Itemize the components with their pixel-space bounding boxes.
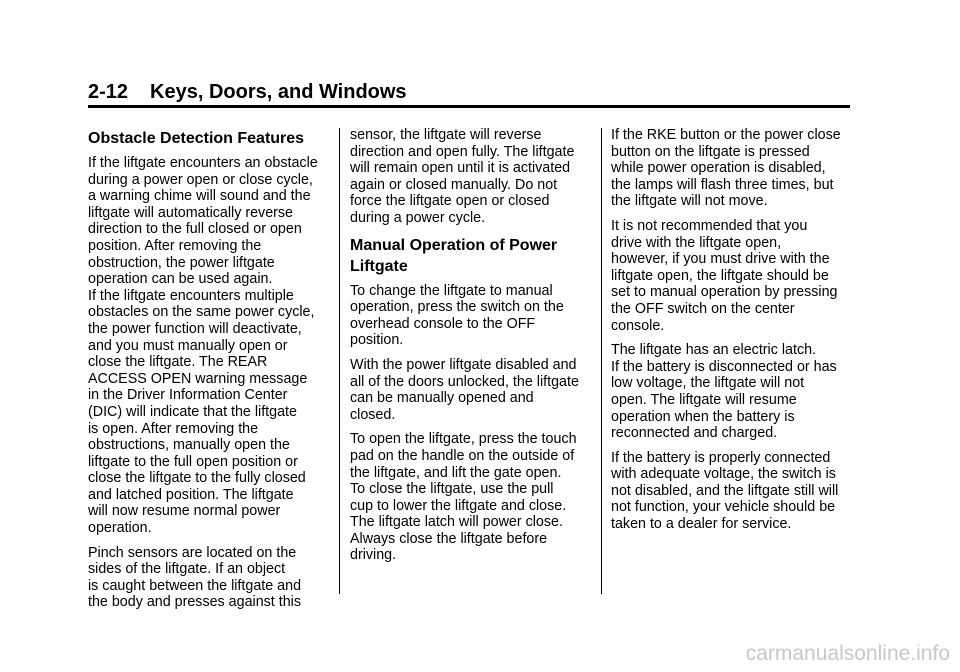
- close-liftgate-paragraph: To close the liftgate, use the pull cup to lower the liftgate and close. The liftgate latch will power close. Always close the liftgate before driving.: [350, 481, 567, 564]
- column-divider-1: [339, 128, 340, 594]
- sensor-continuation-paragraph: sensor, the liftgate will reverse direction and open fully. The liftgate will remain open until it is activated again or closed manually. Do not force the liftgate open or closed during a power cycle.: [350, 127, 575, 226]
- dealer-service-paragraph: If the battery is properly connected with adequate voltage, the switch is not disabled, and the liftgate still will not function, your vehicle should be taken to a dealer for service.: [611, 449, 839, 533]
- page-header: [88, 81, 407, 104]
- section-title: Keys, Doors, and Windows: [150, 81, 407, 103]
- driving-open-paragraph: It is not recommended that you drive with the liftgate open, however, if you must drive with the liftgate open, the liftgate should be set to manual operation by pressing the OFF switch on the center console.: [611, 217, 838, 334]
- manual-operation-paragraph-1: To change the liftgate to manual operation, press the switch on the overhead console to the OFF position.: [350, 282, 564, 349]
- pinch-sensor-paragraph: Pinch sensors are located on the sides of the liftgate. If an object is caught between the liftgate and the body and presses against this: [88, 544, 302, 611]
- column-1: [88, 128, 330, 619]
- obstacle-paragraph-2: If the liftgate encounters multiple obstacles on the same power cycle, the power function will deactivate, and you must manually open or close the liftgate. The REAR ACCESS OPEN warning message in the Driver Information Center (DIC) will indicate that the liftgate is open. After removing the obstructions, manually open the liftgate to the full open position or close the liftgate to the fully closed and latched position. The liftgate will now resume normal power operation.: [88, 287, 315, 537]
- rke-button-paragraph: If the RKE button or the power close button on the liftgate is pressed while power operation is disabled, the lamps will flash three times, but the liftgate will not move.: [611, 127, 841, 210]
- watermark: carmanualsonline.info: [745, 642, 950, 665]
- electric-latch-paragraph: The liftgate has an electric latch.: [611, 342, 817, 359]
- obstacle-paragraph-1: If the liftgate encounters an obstacle during a power open or close cycle, a warning chime will sound and the liftgate will automatically reverse direction to the full closed or open position. After removing the obstruction, the power liftgate operation can be used again.: [88, 155, 318, 288]
- manual-operation-heading: Manual Operation of Power Liftgate: [350, 236, 558, 275]
- column-2: [350, 127, 592, 572]
- column-divider-2: [601, 128, 602, 594]
- obstacle-detection-heading: Obstacle Detection Features: [88, 130, 305, 147]
- manual-operation-paragraph-2: With the power liftgate disabled and all of the doors unlocked, the liftgate can be manually opened and closed.: [350, 356, 579, 423]
- battery-paragraph: If the battery is disconnected or has low voltage, the liftgate will not open. The liftgate will resume operation when the battery is reconnected and charged.: [611, 358, 837, 442]
- header-rule: [88, 105, 850, 108]
- page-number: 2-12: [88, 81, 129, 103]
- column-3: [611, 127, 853, 541]
- open-liftgate-paragraph: To open the liftgate, press the touch pad on the handle on the outside of the liftgate, and lift the gate open.: [350, 431, 577, 481]
